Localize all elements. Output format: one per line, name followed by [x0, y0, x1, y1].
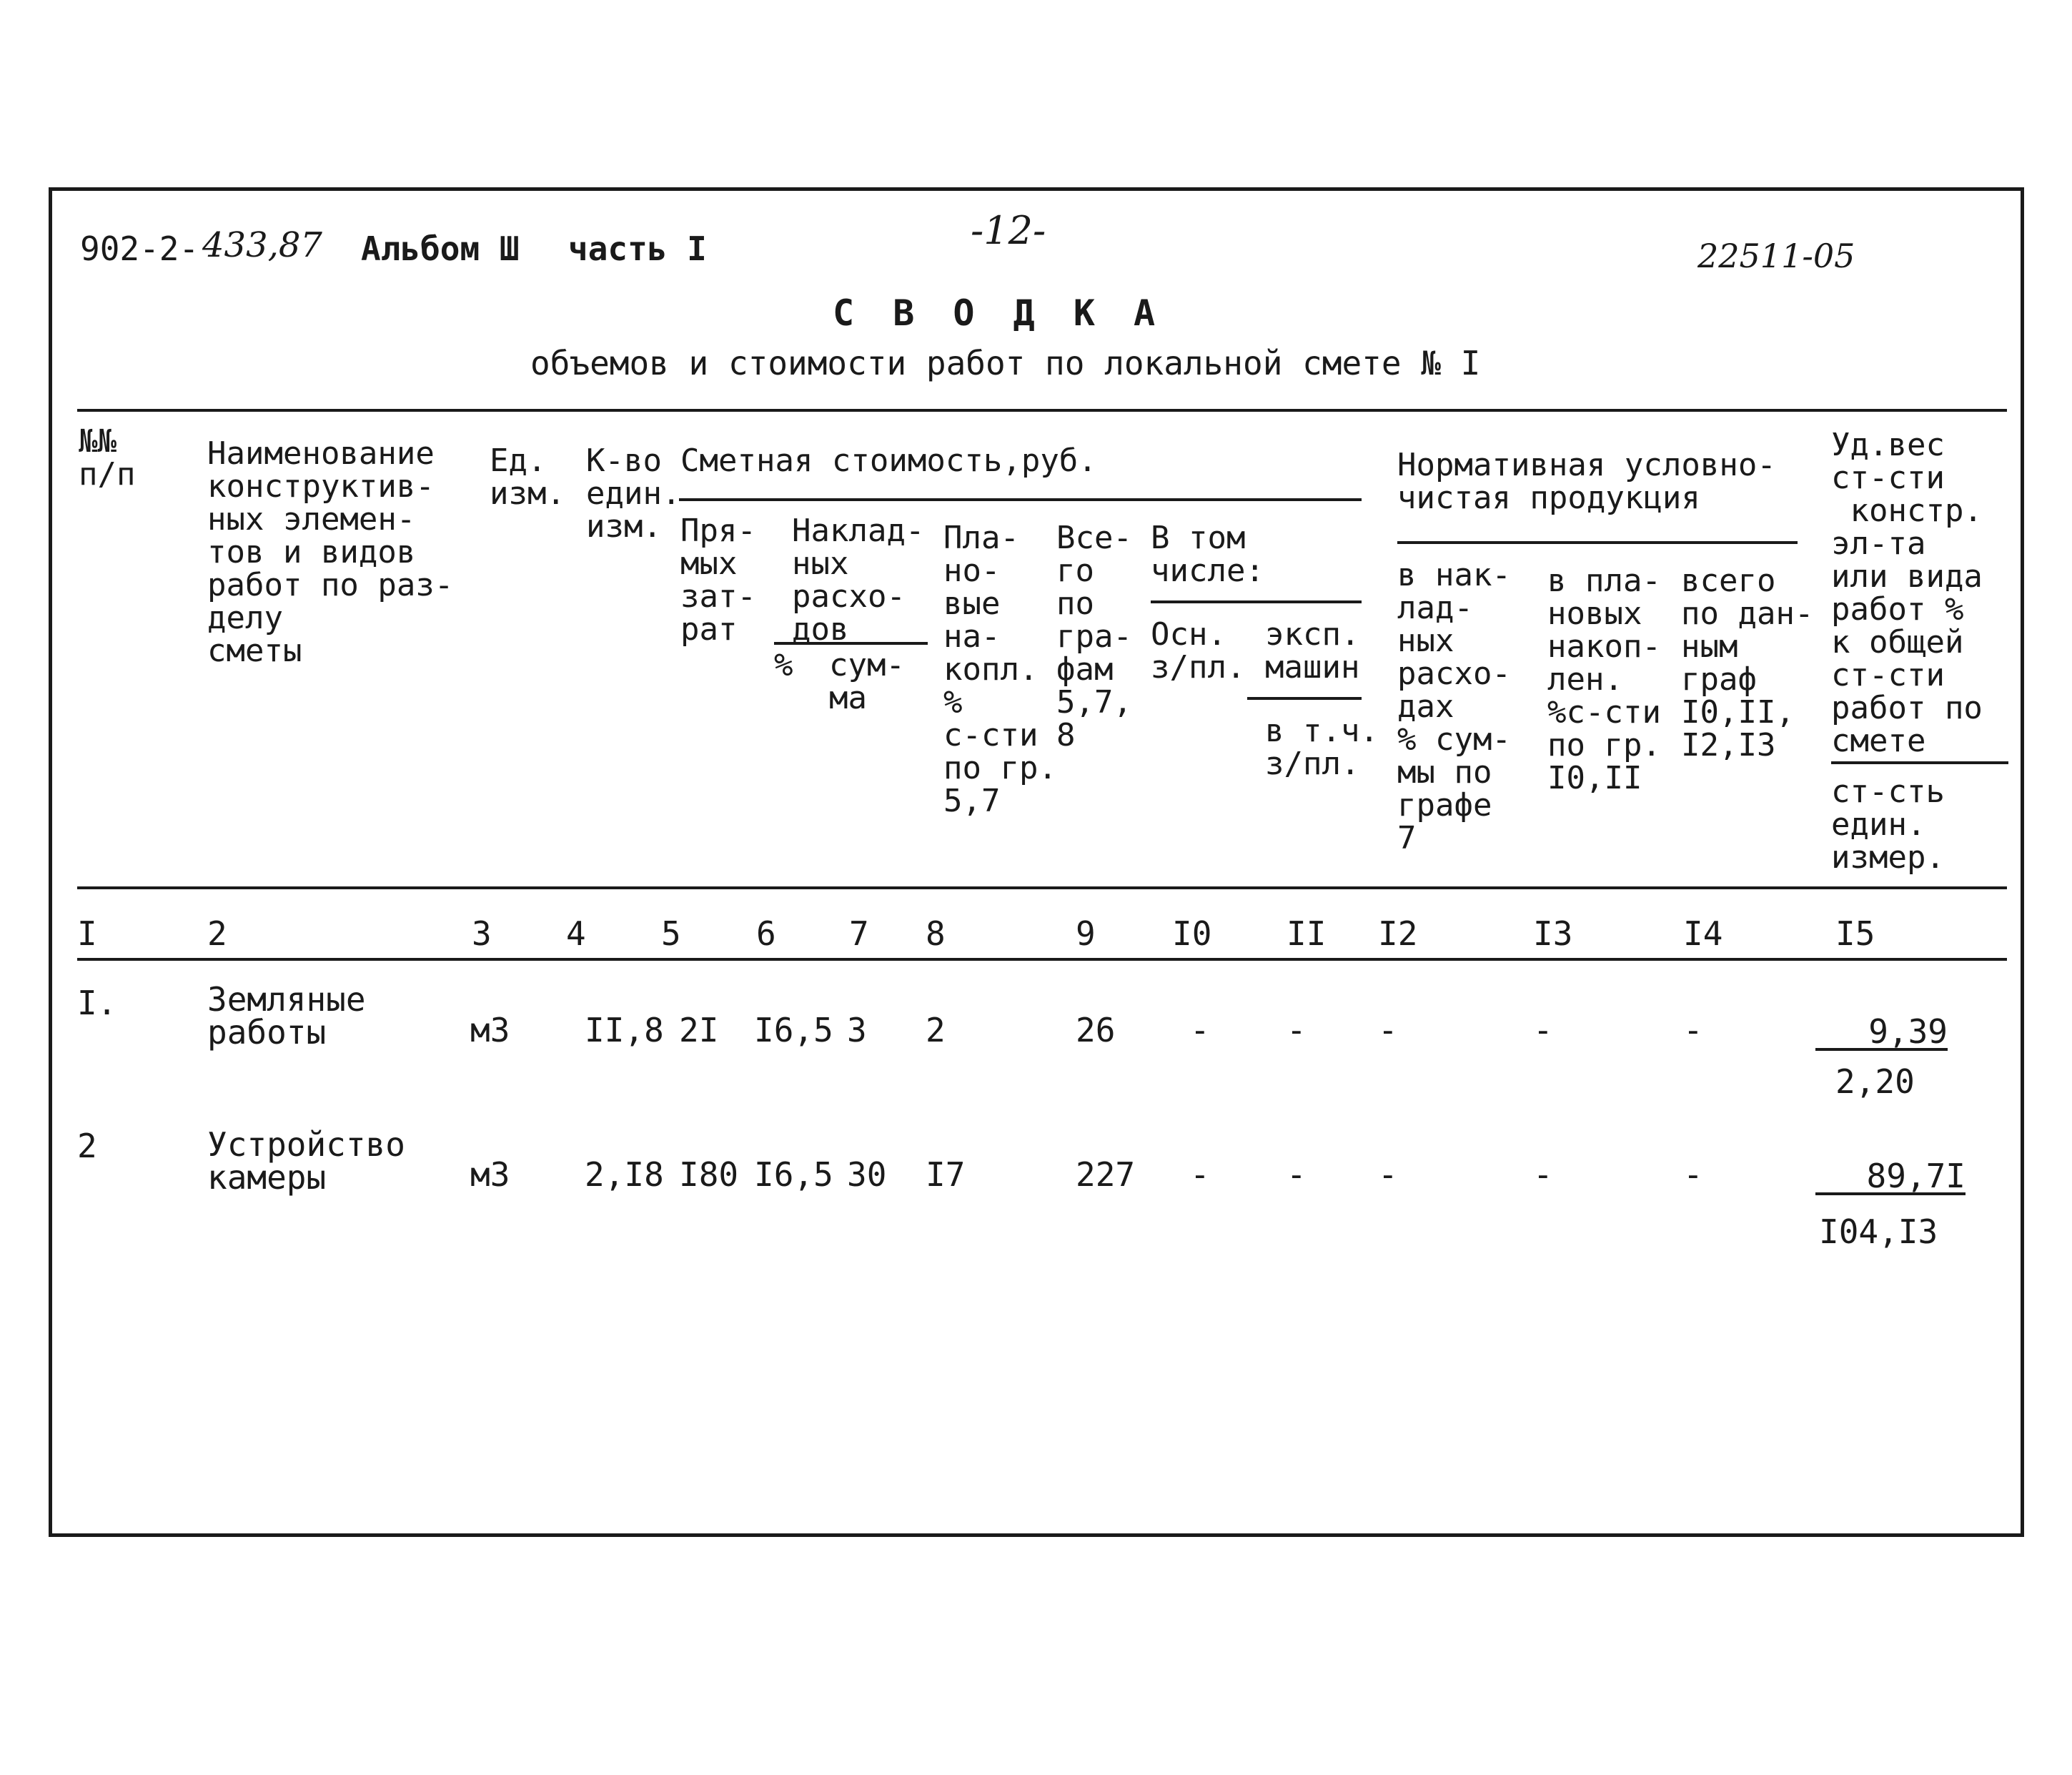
header-name: Наименование конструктив- ных элемен- тов и видов работ по раз- делу сметы [207, 435, 454, 669]
header-base-wage: Осн. з/пл. [1151, 616, 1246, 686]
row-col10: - [1190, 1155, 1210, 1194]
share-rule [1831, 761, 2008, 764]
doc-code-prefix: 902-2- [80, 229, 199, 268]
row-col12: - [1378, 1155, 1398, 1194]
row-share: 89,7I [1815, 1160, 1966, 1195]
row-direct: I80 [679, 1155, 739, 1194]
header-machines: эксп. машин [1265, 616, 1360, 686]
row-overhead-pct: I6,5 [754, 1155, 833, 1194]
colnum-7: 7 [849, 914, 869, 953]
archive-stamp: 22511-05 [1697, 237, 1855, 275]
row-col11: - [1287, 1011, 1307, 1049]
colnum-1: I [77, 914, 97, 953]
album-label: Альбом Ш [361, 229, 520, 268]
row-col13: - [1533, 1011, 1553, 1049]
header-norm-overhead: в нак- лад- ных расхо- дах % сум- мы по графе 7 [1397, 557, 1511, 856]
colnum-4: 4 [566, 914, 586, 953]
header-machines-wage: в т.ч. з/пл. [1265, 713, 1379, 782]
row-col14: - [1683, 1155, 1703, 1194]
part-label: часть I [568, 229, 707, 268]
colnum-6: 6 [756, 914, 776, 953]
colnum-12: I2 [1378, 914, 1418, 953]
colnum-3: 3 [472, 914, 492, 953]
header-direct: Пря- мых зат- рат [680, 513, 756, 648]
row-col13: - [1533, 1155, 1553, 1194]
incl-rule [1151, 600, 1362, 603]
row-col12: - [1378, 1011, 1398, 1049]
colnum-15: I5 [1835, 914, 1875, 953]
document-title: С В О Д К А [833, 292, 1164, 334]
header-share: Уд.вес ст-сти констр. эл-та или вида работ % к общей ст-сти работ по смете [1831, 427, 1983, 759]
header-incl: В том числе: [1151, 520, 1264, 589]
row-num: I. [77, 984, 117, 1022]
header-overhead-pct: % [774, 647, 793, 683]
header-norm-planned: в пла- новых накоп- лен. %с-сти по гр. I0,II [1547, 563, 1661, 796]
row-direct: 2I [679, 1011, 719, 1049]
row-overhead-sum: 3 [847, 1011, 867, 1049]
colnum-8: 8 [926, 914, 946, 953]
header-unit-cost: ст-сть един. измер. [1831, 773, 1945, 876]
header-norm-group: Нормативная условно- чистая продукция [1397, 447, 1776, 516]
row-total: 26 [1076, 1011, 1116, 1049]
cost-group-rule [679, 498, 1362, 501]
row-unit-cost: I04,I3 [1819, 1212, 1938, 1251]
row-col14: - [1683, 1011, 1703, 1049]
header-planned: Пла- но- вые на- копл. % с-сти по гр. 5,7 [943, 520, 1057, 819]
row-num: 2 [77, 1127, 97, 1165]
row-unit-cost: 2,20 [1835, 1062, 1915, 1101]
colnum-bottom-rule [77, 958, 2007, 961]
doc-code-handwritten: 433,87 [202, 225, 322, 265]
header-overhead: Наклад- ных расхо- дов [792, 513, 925, 648]
header-qty: К-во един. изм. [586, 442, 681, 545]
row-name: Земляные работы [207, 980, 366, 1052]
header-total: Все- го по гра- фам 5,7, 8 [1056, 520, 1132, 753]
colnum-9: 9 [1076, 914, 1096, 953]
row-planned: 2 [926, 1011, 946, 1049]
row-total: 227 [1076, 1155, 1136, 1194]
row-col10: - [1190, 1011, 1210, 1049]
row-unit: м3 [470, 1155, 510, 1194]
colnum-5: 5 [661, 914, 681, 953]
row-qty: 2,I8 [585, 1155, 664, 1194]
row-col11: - [1287, 1155, 1307, 1194]
page-number: -12- [971, 208, 1046, 253]
row-planned: I7 [926, 1155, 966, 1194]
row-overhead-pct: I6,5 [754, 1011, 833, 1049]
row-qty: II,8 [585, 1011, 664, 1049]
header-cost-group: Сметная стоимость,руб. [680, 442, 1097, 479]
colnum-2: 2 [207, 914, 227, 953]
document-subtitle: объемов и стоимости работ по локальной смете № I [530, 344, 1481, 382]
header-unit: Ед. изм. [490, 442, 565, 512]
page-frame [49, 187, 2024, 1537]
colnum-14: I4 [1683, 914, 1723, 953]
row-name: Устройство камеры [207, 1125, 405, 1197]
norm-group-rule [1397, 541, 1798, 544]
header-overhead-sum: сум- ма [829, 647, 905, 716]
colnum-13: I3 [1533, 914, 1573, 953]
colnum-11: II [1287, 914, 1327, 953]
header-num: №№ п/п [79, 423, 136, 493]
machines-rule [1247, 697, 1362, 700]
header-bottom-rule [77, 886, 2007, 889]
colnum-10: I0 [1172, 914, 1212, 953]
row-share: 9,39 [1815, 1015, 1948, 1051]
table-top-rule [77, 409, 2007, 412]
header-norm-total: всего по дан- ным граф I0,II, I2,I3 [1681, 563, 1814, 763]
row-unit: м3 [470, 1011, 510, 1049]
row-overhead-sum: 30 [847, 1155, 887, 1194]
